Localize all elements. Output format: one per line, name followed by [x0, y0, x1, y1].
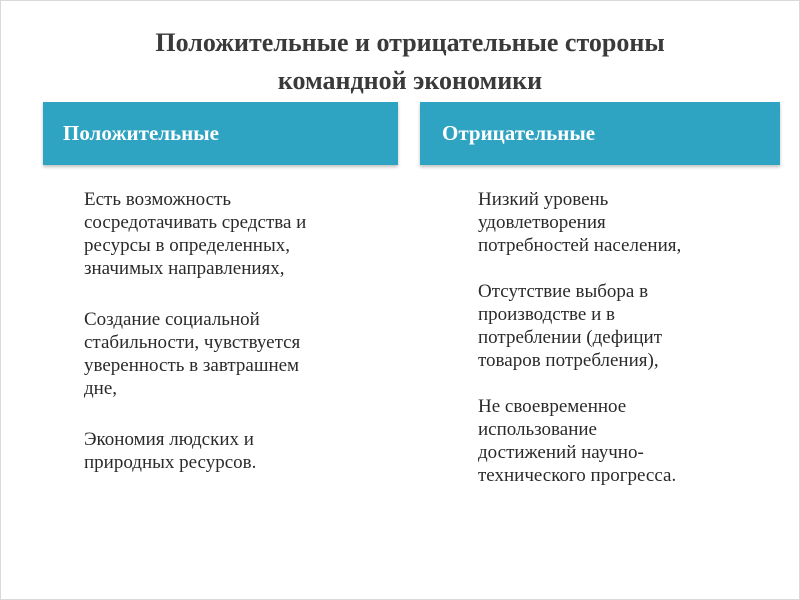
- positive-item-2: Создание социальной стабильности, чувствуется уверенность в завтрашнем дне,: [84, 309, 301, 399]
- positive-item-1: Есть возможность сосредотачивать средства и ресурсы в определенных, значимых направлениях,: [84, 189, 307, 279]
- positive-item-3: Экономия людских и природных ресурсов.: [84, 429, 257, 473]
- slide-title-line-1: Положительные и отрицательные стороны: [155, 28, 665, 57]
- negative-header: Отрицательные: [420, 102, 780, 165]
- negative-item-2: Отсутствие выбора в производстве и в потреблении (дефицит товаров потребления),: [478, 281, 663, 371]
- negative-list: [478, 188, 768, 510]
- negative-item-3: Не своевременное использование достижений научно- технического прогресса.: [478, 396, 677, 486]
- positive-list: [84, 188, 384, 502]
- negative-item-1: Низкий уровень удовлетворения потребностей населения,: [478, 189, 682, 256]
- positive-header: Положительные: [43, 102, 398, 165]
- slide-title: [40, 24, 780, 100]
- slide-title-line-2: командной экономики: [277, 66, 543, 95]
